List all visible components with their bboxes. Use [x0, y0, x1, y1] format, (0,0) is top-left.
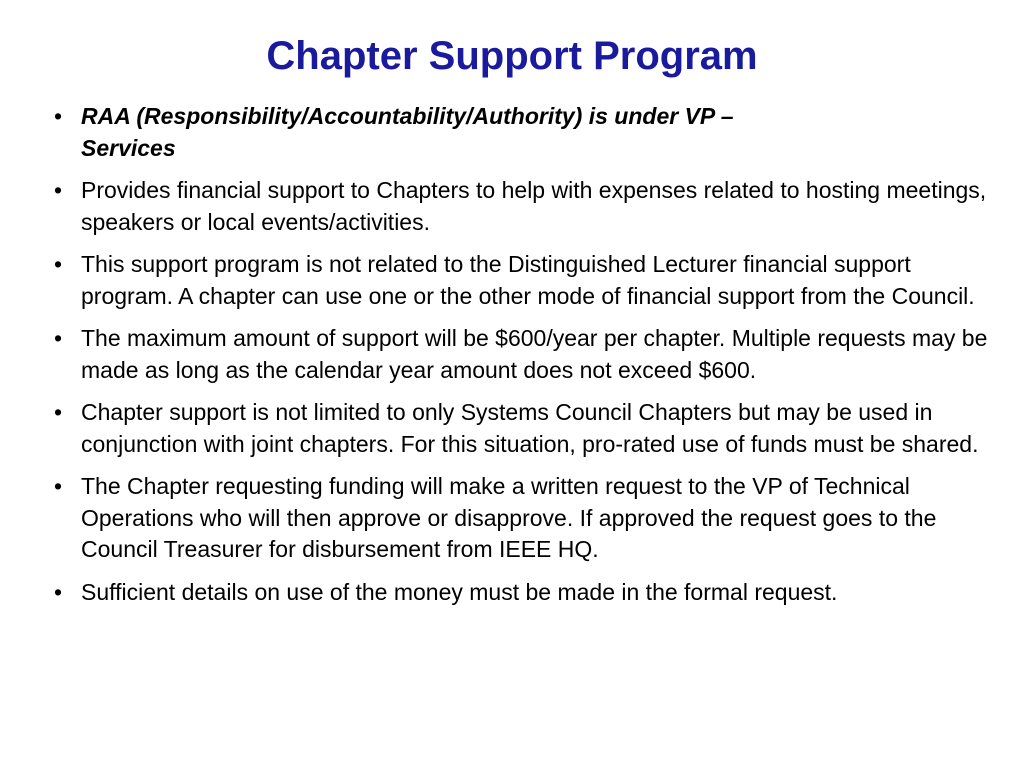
- bullet-dot-icon: •: [54, 473, 63, 499]
- bullet-dot-icon: •: [54, 251, 63, 277]
- bullet-dot-icon: •: [54, 325, 63, 351]
- bullet-item-maximum-amount: [54, 323, 1004, 386]
- bullet-dot-icon: •: [54, 399, 63, 425]
- bullet-text: The maximum amount of support will be $600/year per chapter. Multiple requests may be made as long as the calendar year amount does not exceed $600.: [81, 325, 988, 383]
- bullet-item-raa: [54, 101, 1004, 164]
- bullet-item-financial-support: [54, 175, 1004, 238]
- bullet-text: Sufficient details on use of the money must be made in the formal request.: [81, 578, 838, 605]
- bullet-text: RAA (Responsibility/Accountability/Authority) is under VP – Services: [81, 103, 734, 161]
- bullet-text: This support program is not related to the Distinguished Lecturer financial support program. A chapter can use one or the other mode of financial support from the Council.: [81, 251, 975, 309]
- bullet-item-written-request: [54, 471, 1004, 566]
- bullet-text: Chapter support is not limited to only Systems Council Chapters but may be used in conjunction with joint chapters. For this situation, pro-rated use of funds must be shared.: [81, 399, 979, 457]
- slide-title: Chapter Support Program: [266, 34, 758, 78]
- bullet-item-joint-chapters: [54, 397, 1004, 460]
- bullet-item-sufficient-details: [54, 577, 1004, 609]
- bullet-item-not-related: [54, 249, 1004, 312]
- bullet-dot-icon: •: [54, 177, 63, 203]
- bullet-dot-icon: •: [54, 578, 63, 605]
- bullet-text: Provides financial support to Chapters to help with expenses related to hosting meetings, speakers or local events/activities.: [81, 177, 987, 235]
- bullet-list: [54, 101, 1004, 619]
- bullet-dot-icon: •: [54, 103, 63, 129]
- bullet-text: The Chapter requesting funding will make a written request to the VP of Technical Operations who will then approve or disapprove. If approved the request goes to the Council Treasurer for disbursement from IEEE HQ.: [81, 473, 937, 562]
